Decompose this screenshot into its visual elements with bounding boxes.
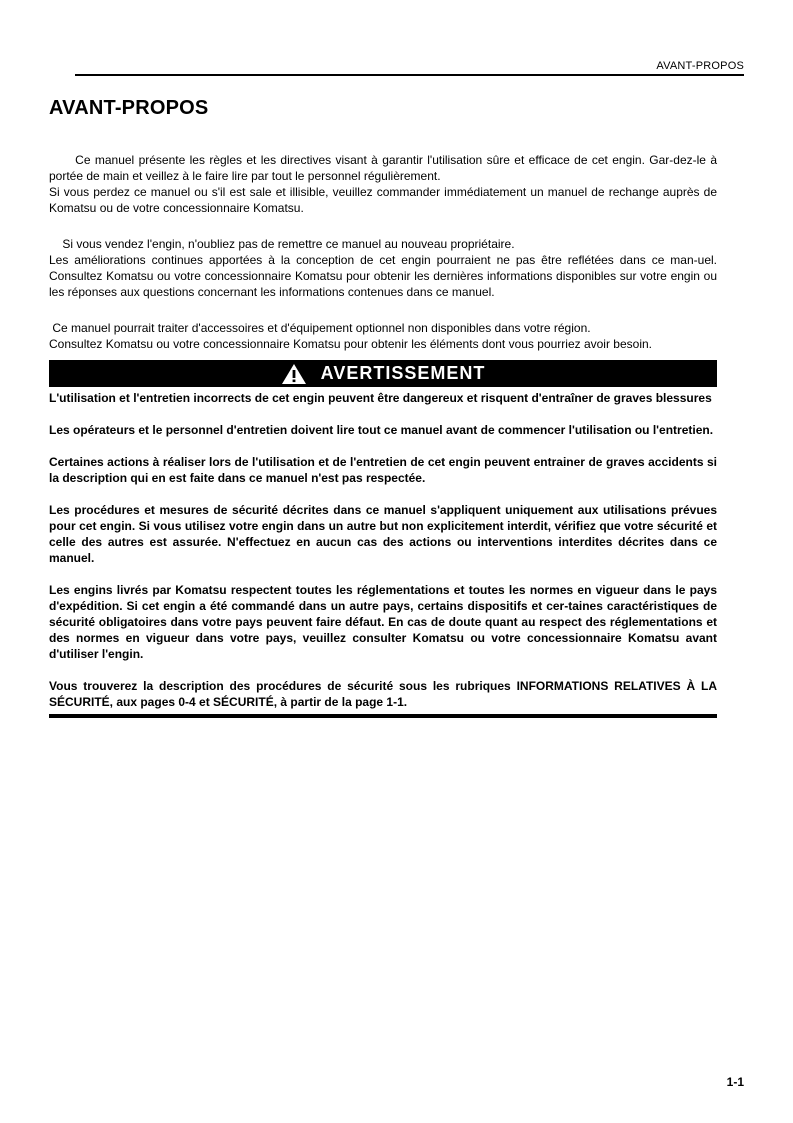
warning-paragraph: Les engins livrés par Komatsu respectent toutes les réglementations et toutes les normes en vigueur dans le pays d'expédition. Si cet engin a été commandé dans un autre pays, certains dispositifs et cer-taines caractéristiques de sécurité obligatoires dans votre pays peuvent faire défaut. En cas de doute quant au respect des réglementations et des normes en vigueur dans votre pays, veuillez consulter Komatsu ou votre concessionnaire Komatsu avant d'utiliser l'engin. xyxy=(49,583,717,661)
paragraph-gap xyxy=(49,216,717,236)
warning-triangle-icon xyxy=(281,363,307,385)
header-rule xyxy=(75,74,744,76)
warning-paragraph: L'utilisation et l'entretien incorrects de cet engin peuvent être dangereux et risquent d'entraîner de graves blessures xyxy=(49,391,712,405)
intro-paragraph: Ce manuel présente les règles et les directives visant à garantir l'utilisation sûre et efficace de cet engin. Gar-dez-le à portée de main et veillez à le faire lire par tout le personnel régulièrement. xyxy=(49,153,721,183)
page-number: 1-1 xyxy=(726,1075,744,1089)
intro-paragraph: Ce manuel pourrait traiter d'accessoires et d'équipement optionnel non disponibles dans votre région. xyxy=(49,321,591,335)
warning-box xyxy=(49,360,717,718)
warning-title: AVERTISSEMENT xyxy=(320,363,486,383)
warning-paragraph: Les opérateurs et le personnel d'entretien doivent lire tout ce manuel avant de commencer l'utilisation ou l'entretien. xyxy=(49,423,714,437)
intro-section xyxy=(49,152,721,352)
intro-paragraph: Si vous vendez l'engin, n'oubliez pas de remettre ce manuel au nouveau propriétaire. xyxy=(49,237,515,251)
intro-paragraph: Consultez Komatsu ou votre concessionnaire Komatsu pour obtenir les éléments dont vous pourriez avoir besoin. xyxy=(49,337,652,351)
running-header: AVANT-PROPOS xyxy=(656,60,744,72)
warning-paragraph: Les procédures et mesures de sécurité décrites dans ce manuel s'appliquent uniquement aux utilisations prévues pour cet engin. Si vous utilisez votre engin dans un autre but non explicitement interdit, vérifiez que votre sécurité et celle des autres est assurée. N'effectuez en aucun cas des actions ou interventions interdites décrites dans ce manuel. xyxy=(49,503,717,565)
intro-paragraph: Si vous perdez ce manuel ou s'il est sale et illisible, veuillez commander immédiatement un manuel de rechange auprès de Komatsu ou de votre concessionnaire Komatsu. xyxy=(49,185,717,215)
intro-paragraph: Les améliorations continues apportées à la conception de cet engin pourraient ne pas être reflétées dans ce man-uel. Consultez Komatsu ou votre concessionnaire Komatsu pour obtenir les dernières informations disponibles sur votre engin ou les réponses aux questions concernant les informations contenues dans ce manuel. xyxy=(49,253,717,299)
warning-banner xyxy=(49,360,717,387)
warning-bottom-rule xyxy=(49,714,717,718)
page-title: AVANT-PROPOS xyxy=(49,97,209,119)
warning-paragraph: Certaines actions à réaliser lors de l'utilisation et de l'entretien de cet engin peuvent entrainer de graves accidents si la description qui en est faite dans ce manuel n'est pas respectée. xyxy=(49,455,717,485)
warning-paragraph: Vous trouverez la description des procédures de sécurité sous les rubriques INFORMATIONS RELATIVES À LA SÉCURITÉ, aux pages 0-4 et SÉCURITÉ, à partir de la page 1-1. xyxy=(49,679,717,709)
warning-body xyxy=(49,387,717,710)
paragraph-gap xyxy=(49,300,717,320)
